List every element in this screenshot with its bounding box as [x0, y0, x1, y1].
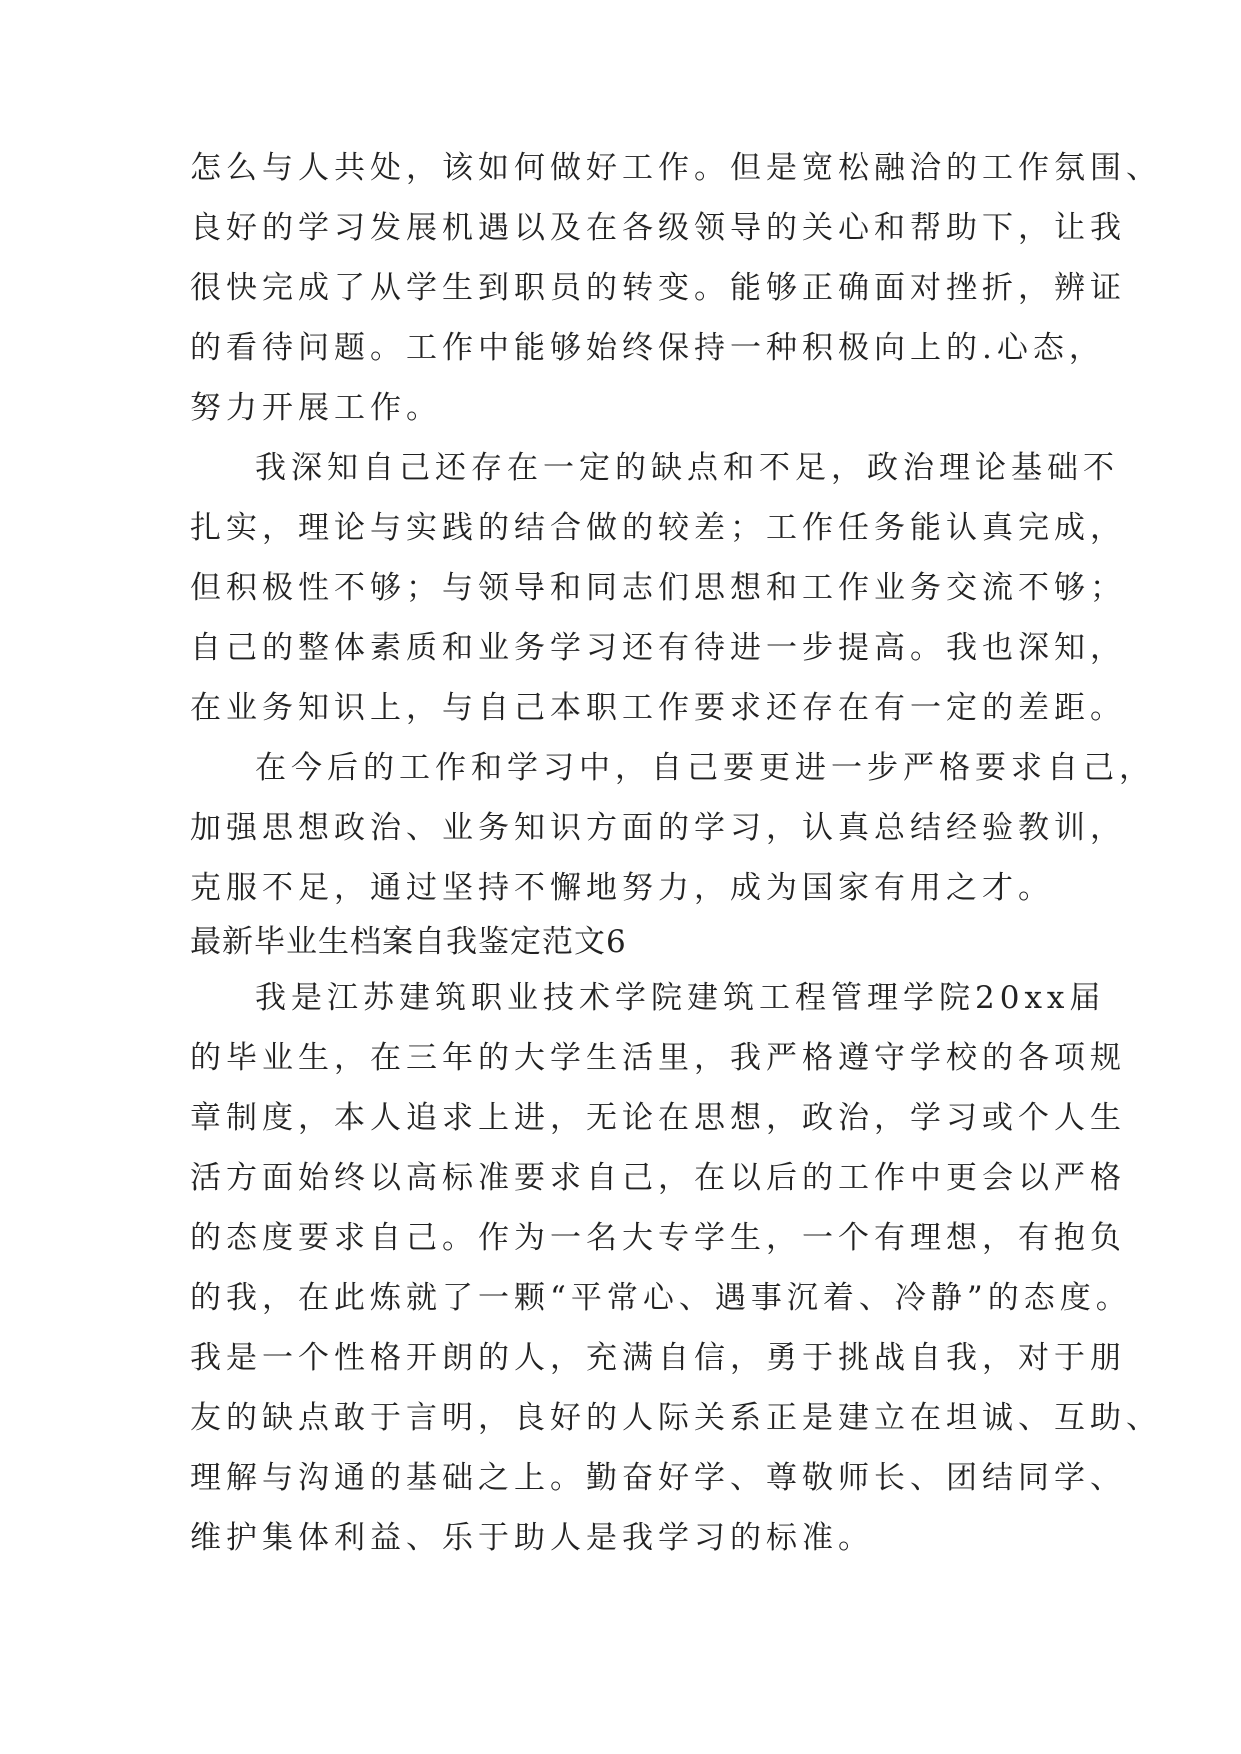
- paragraph-4-line-5: 的态度要求自己。作为一名大专学生，一个有理想，有抱负: [190, 1220, 1126, 1256]
- paragraph-4-line-3: 章制度，本人追求上进，无论在思想，政治，学习或个人生: [190, 1100, 1126, 1136]
- paragraph-4-line-10: 维护集体利益、乐于助人是我学习的标准。: [190, 1520, 874, 1556]
- paragraph-2-line-5: 在业务知识上，与自己本职工作要求还存在有一定的差距。: [190, 690, 1126, 726]
- paragraph-4-line-8: 友的缺点敢于言明，良好的人际关系正是建立在坦诚、互助、: [190, 1400, 1162, 1436]
- paragraph-2-line-3: 但积极性不够；与领导和同志们思想和工作业务交流不够；: [190, 570, 1126, 606]
- paragraph-4-line-7: 我是一个性格开朗的人，充满自信，勇于挑战自我，对于朋: [190, 1340, 1126, 1376]
- paragraph-2-line-2: 扎实，理论与实践的结合做的较差；工作任务能认真完成，: [190, 510, 1126, 546]
- paragraph-4-line-6: 的我，在此炼就了一颗“平常心、遇事沉着、冷静”的态度。: [190, 1280, 1132, 1316]
- paragraph-2-line-4: 自己的整体素质和业务学习还有待进一步提高。我也深知，: [190, 630, 1126, 666]
- paragraph-4-line-4: 活方面始终以高标准要求自己，在以后的工作中更会以严格: [190, 1160, 1126, 1196]
- paragraph-4-line-2: 的毕业生，在三年的大学生活里，我严格遵守学校的各项规: [190, 1040, 1126, 1076]
- paragraph-4-line-9: 理解与沟通的基础之上。勤奋好学、尊敬师长、团结同学、: [190, 1460, 1126, 1496]
- paragraph-2-line-1: 我深知自己还存在一定的缺点和不足，政治理论基础不: [255, 450, 1119, 486]
- paragraph-3-line-1: 在今后的工作和学习中，自己要更进一步严格要求自己，: [255, 750, 1155, 786]
- paragraph-1-line-2: 良好的学习发展机遇以及在各级领导的关心和帮助下，让我: [190, 210, 1126, 246]
- paragraph-3-line-2: 加强思想政治、业务知识方面的学习，认真总结经验教训，: [190, 810, 1126, 846]
- paragraph-1-line-5: 努力开展工作。: [190, 390, 442, 426]
- paragraph-1-line-4: 的看待问题。工作中能够始终保持一种积极向上的.心态，: [190, 330, 1105, 366]
- section-heading: 最新毕业生档案自我鉴定范文6: [190, 924, 627, 960]
- paragraph-4-line-1: 我是江苏建筑职业技术学院建筑工程管理学院20xx届: [255, 980, 1106, 1016]
- paragraph-1-line-1: 怎么与人共处，该如何做好工作。但是宽松融洽的工作氛围、: [190, 150, 1162, 186]
- paragraph-1-line-3: 很快完成了从学生到职员的转变。能够正确面对挫折，辨证: [190, 270, 1126, 306]
- paragraph-3-line-3: 克服不足，通过坚持不懈地努力，成为国家有用之才。: [190, 870, 1054, 906]
